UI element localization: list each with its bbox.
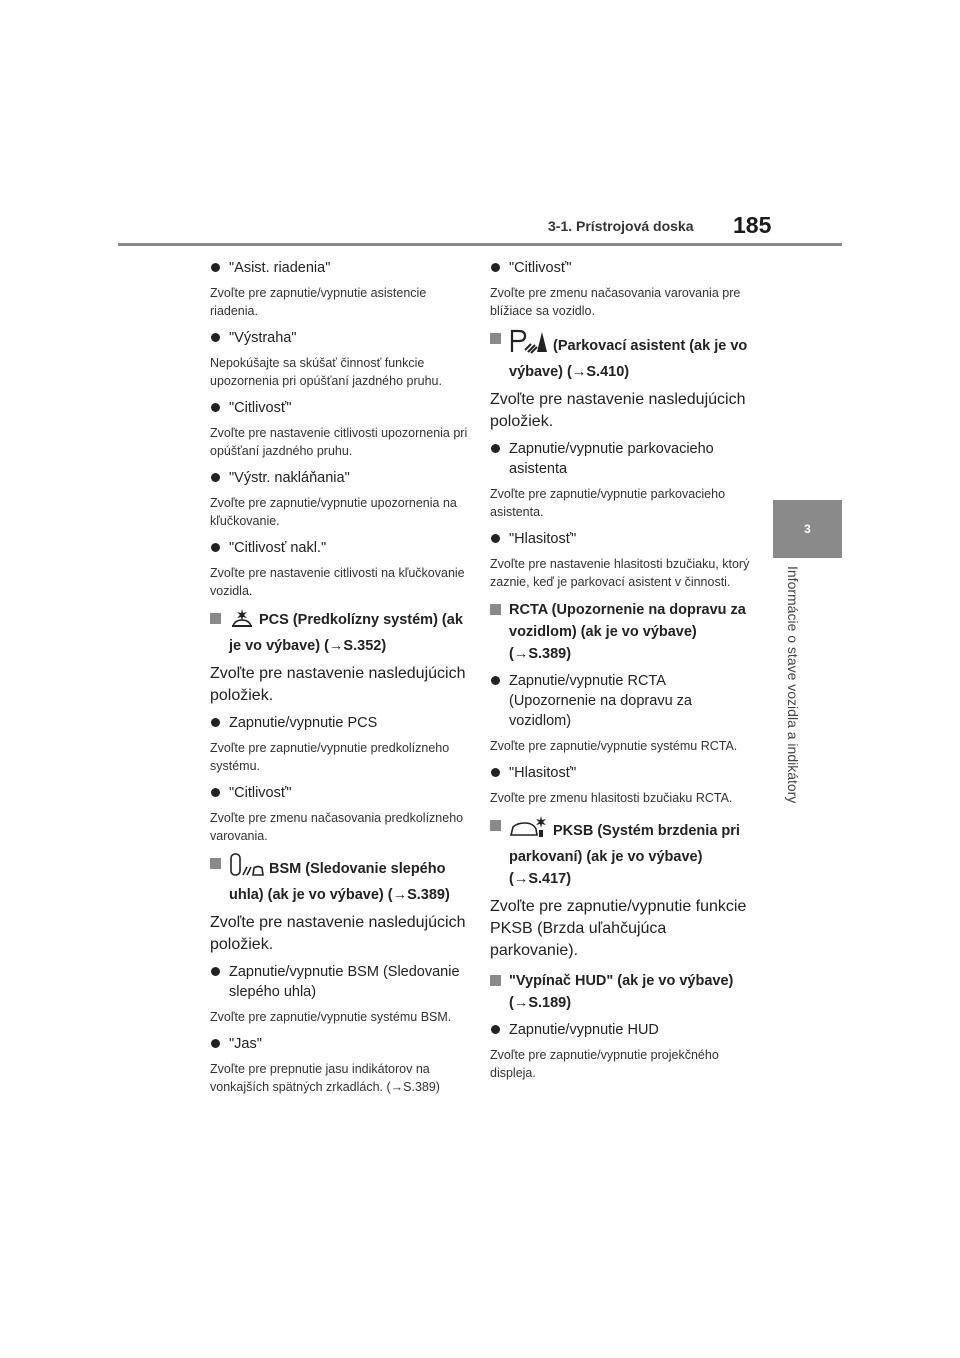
item-volume: "Hlasitosť" [490, 763, 752, 783]
pcs-warning-icon [229, 608, 255, 635]
heading-square-marker [490, 604, 501, 615]
item-steering-assist: "Asist. riadenia" [210, 258, 472, 278]
page-number: 185 [733, 212, 772, 238]
pksb-brake-icon [509, 815, 549, 846]
parking-assist-heading [490, 328, 752, 383]
heading-square-marker [490, 333, 501, 344]
hud-heading [490, 970, 752, 1014]
item-sensitivity: "Citlivosť" [490, 258, 752, 278]
item-sway-sensitivity: "Citlivosť nakl." [210, 538, 472, 558]
pcs-heading [210, 608, 472, 657]
item-description: Zvoľte pre zmenu načasovania varovania pre blížiace sa vozidlo. [490, 286, 741, 318]
right-column [490, 252, 752, 1090]
pksb-heading [490, 815, 752, 890]
item-brightness: "Jas" [210, 1034, 472, 1054]
bsm-intro: Zvoľte pre nastavenie nasledujúcich položiek. [210, 914, 466, 953]
item-sway-warning: "Výstr. nakláňania" [210, 468, 472, 488]
item-rcta-toggle: Zapnutie/vypnutie RCTA (Upozornenie na dopravu za vozidlom) [490, 671, 752, 731]
item-parking-assist-toggle: Zapnutie/vypnutie parkovacieho asistenta [490, 439, 752, 479]
bsm-mirror-icon [229, 853, 265, 884]
parking-assist-intro: Zvoľte pre nastavenie nasledujúcich položiek. [490, 391, 746, 430]
bsm-heading [210, 853, 472, 906]
item-description: Zvoľte pre nastavenie citlivosti upozornenia pri opúšťaní jazdného pruhu. [210, 426, 468, 458]
item-description: Zvoľte pre zapnutie/vypnutie systému RCTA. [490, 739, 738, 753]
item-description: Zvoľte pre prepnutie jasu indikátorov na vonkajších spätných zrkadlách. (→S.389) [210, 1062, 440, 1094]
chapter-tab-label: Informácie o stave vozidla a indikátory [785, 566, 801, 804]
item-description: Nepokúšajte sa skúšať činnosť funkcie upozornenia pri opúšťaní jazdného pruhu. [210, 356, 442, 388]
bsm-heading-text: BSM (Sledovanie slepého uhla) (ak je vo výbave) (→S.389) [229, 861, 450, 903]
item-pcs-toggle: Zapnutie/vypnutie PCS [210, 713, 472, 733]
item-description: Zvoľte pre zapnutie/vypnutie parkovacieho asistenta. [490, 487, 726, 519]
section-title: 3-1. Prístrojová doska [548, 218, 694, 234]
item-sensitivity: "Citlivosť" [210, 398, 472, 418]
item-description: Zvoľte pre nastavenie hlasitosti bzučiaku, ktorý zaznie, keď je parkovací asistent v činnosti. [490, 557, 750, 589]
rcta-heading-text: RCTA (Upozornenie na dopravu za vozidlom) (ak je vo výbave) (→S.389) [509, 602, 746, 662]
heading-square-marker [210, 613, 221, 624]
item-description: Zvoľte pre zapnutie/vypnutie upozornenia na kľučkovanie. [210, 496, 457, 528]
item-volume: "Hlasitosť" [490, 529, 752, 549]
pcs-heading-text: PCS (Predkolízny systém) (ak je vo výbave) (→S.352) [229, 612, 463, 654]
pcs-intro: Zvoľte pre nastavenie nasledujúcich položiek. [210, 665, 466, 704]
header-divider [118, 243, 842, 246]
heading-square-marker [210, 858, 221, 869]
item-description: Zvoľte pre zmenu načasovania predkolízneho varovania. [210, 811, 464, 843]
heading-square-marker [490, 820, 501, 831]
chapter-tab-number: 3 [773, 500, 842, 558]
pksb-intro: Zvoľte pre zapnutie/vypnutie funkcie PKSB (Brzda uľahčujúca parkovanie). [490, 898, 747, 959]
item-warning: "Výstraha" [210, 328, 472, 348]
item-description: Zvoľte pre nastavenie citlivosti na kľučkovanie vozidla. [210, 566, 465, 598]
item-bsm-toggle: Zapnutie/vypnutie BSM (Sledovanie slepého uhla) [210, 962, 472, 1002]
item-description: Zvoľte pre zapnutie/vypnutie asistencie riadenia. [210, 286, 427, 318]
left-column [210, 252, 472, 1104]
item-description: Zvoľte pre zapnutie/vypnutie projekčného displeja. [490, 1048, 719, 1080]
pksb-heading-text: PKSB (Systém brzdenia pri parkovaní) (ak je vo výbave) (→S.417) [509, 823, 740, 887]
item-hud-toggle: Zapnutie/vypnutie HUD [490, 1020, 752, 1040]
item-description: Zvoľte pre zapnutie/vypnutie predkolízneho systému. [210, 741, 450, 773]
item-description: Zvoľte pre zapnutie/vypnutie systému BSM. [210, 1010, 452, 1024]
parking-assist-heading-text: (Parkovací asistent (ak je vo výbave) (→S.410) [509, 338, 748, 380]
hud-heading-text: "Vypínač HUD" (ak je vo výbave) (→S.189) [509, 973, 734, 1011]
item-description: Zvoľte pre zmenu hlasitosti bzučiaku RCTA. [490, 791, 733, 805]
rcta-heading [490, 599, 752, 665]
heading-square-marker [490, 975, 501, 986]
item-pcs-sensitivity: "Citlivosť" [210, 783, 472, 803]
parking-assist-icon [509, 328, 549, 361]
